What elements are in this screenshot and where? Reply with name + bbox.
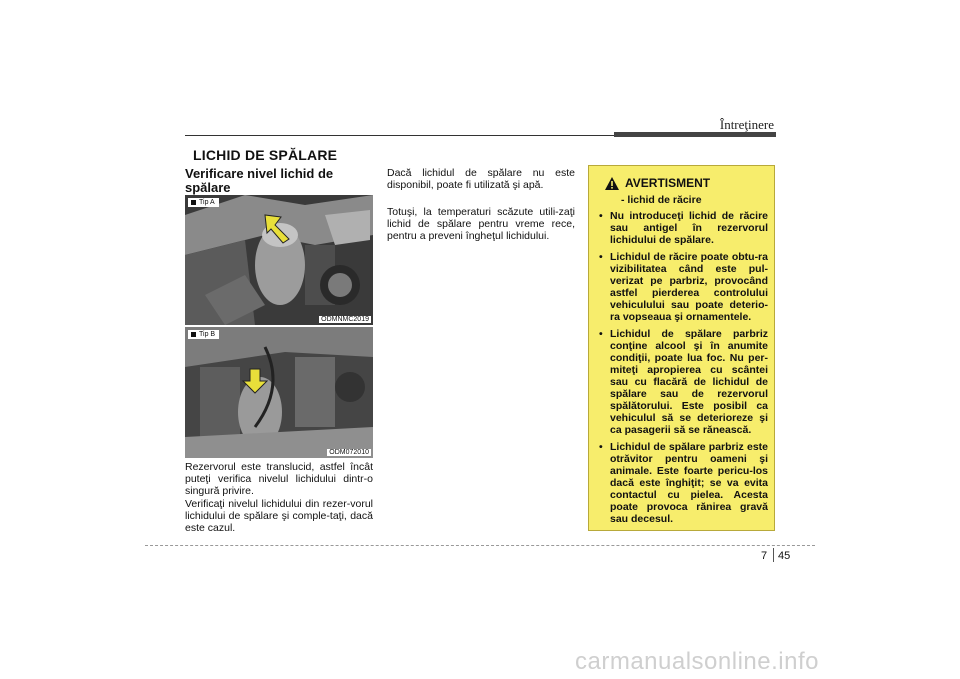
warning-subtitle: - lichid de răcire xyxy=(621,194,702,206)
warning-triangle-icon xyxy=(605,177,619,190)
list-item: • Lichidul de răcire poate obtu-ra vizibilitatea când este pul-verizat pe parbriz, provocând astfel pierderea controlului vehiculului sau poate deterio-ra vopseaua şi ornamentele. xyxy=(599,251,768,323)
list-item: • Lichidul de spălare parbriz conţine alcool şi în anumite condiţii, poate lua foc. Nu per-miteţi apropierea cu scântei sau cu flacără de lichidul de spălare sau de rezervorul spălătorului. Este posibil ca vehiculul să se deterioreze şi ca pasagerii să se rănească. xyxy=(599,328,768,436)
body-paragraph: Dacă lichidul de spălare nu este disponibil, poate fi utilizată şi apă. xyxy=(387,167,575,191)
subsection-heading: Verificare nivel lichid de spălare xyxy=(185,166,334,195)
tip-label-a xyxy=(188,198,219,207)
tip-a-text: Tip A xyxy=(199,199,215,206)
image-code-a: ODMNMC2019 xyxy=(321,316,369,323)
body-paragraph: Totuşi, la temperaturi scăzute utili-zaţi lichid de spălare pentru vreme rece, pentru a preveni îngheţul lichidului. xyxy=(387,206,575,242)
list-item: • Lichidul de spălare parbriz este otrăvitor pentru oameni şi animale. Este foarte pericu-los dacă este înghiţit; se va evita contactul cu pielea. Acesta poate provoca rănirea gravă sau decesul. xyxy=(599,441,768,525)
body-paragraph: Verificaţi nivelul lichidului din rezer-vorul lichidului de spălare şi comple-taţi, dacă este cazul. xyxy=(185,498,373,534)
bullet-icon: • xyxy=(599,328,603,340)
image-code-b: ODM072010 xyxy=(329,449,369,456)
warning-title: AVERTISMENT xyxy=(625,176,711,190)
engine-bay-illustration-b xyxy=(185,327,373,458)
warning-header xyxy=(605,176,768,190)
watermark: carmanualsonline.info xyxy=(575,648,819,675)
square-bullet-icon xyxy=(191,200,196,205)
square-bullet-icon xyxy=(191,332,196,337)
chapter-title: Întreţinere xyxy=(719,117,774,132)
list-item: • Nu introduceţi lichid de răcire sau antigel în rezervorul lichidului de spălare. xyxy=(599,210,768,246)
page-number-separator xyxy=(773,548,774,562)
warning-list xyxy=(597,210,768,525)
tip-b-text: Tip B xyxy=(199,331,216,338)
bullet-icon: • xyxy=(599,251,603,263)
chapter-number: 7 xyxy=(761,550,768,562)
page-number: 45 xyxy=(778,550,791,562)
engine-photo-type-b xyxy=(185,327,373,458)
bullet-icon: • xyxy=(599,441,603,453)
footer-divider xyxy=(145,545,815,546)
engine-bay-illustration-a xyxy=(185,195,373,325)
warning-box xyxy=(588,165,775,531)
section-title: LICHID DE SPĂLARE xyxy=(193,147,338,163)
tip-label-b xyxy=(188,330,219,339)
body-paragraph: Rezervorul este translucid, astfel încât puteţi verifica nivelul lichidului dintr-o singură privire. xyxy=(185,461,373,497)
engine-photo-type-a xyxy=(185,195,373,325)
header-rule-thick xyxy=(614,132,776,137)
bullet-icon: • xyxy=(599,210,603,222)
header-rule xyxy=(185,135,615,136)
